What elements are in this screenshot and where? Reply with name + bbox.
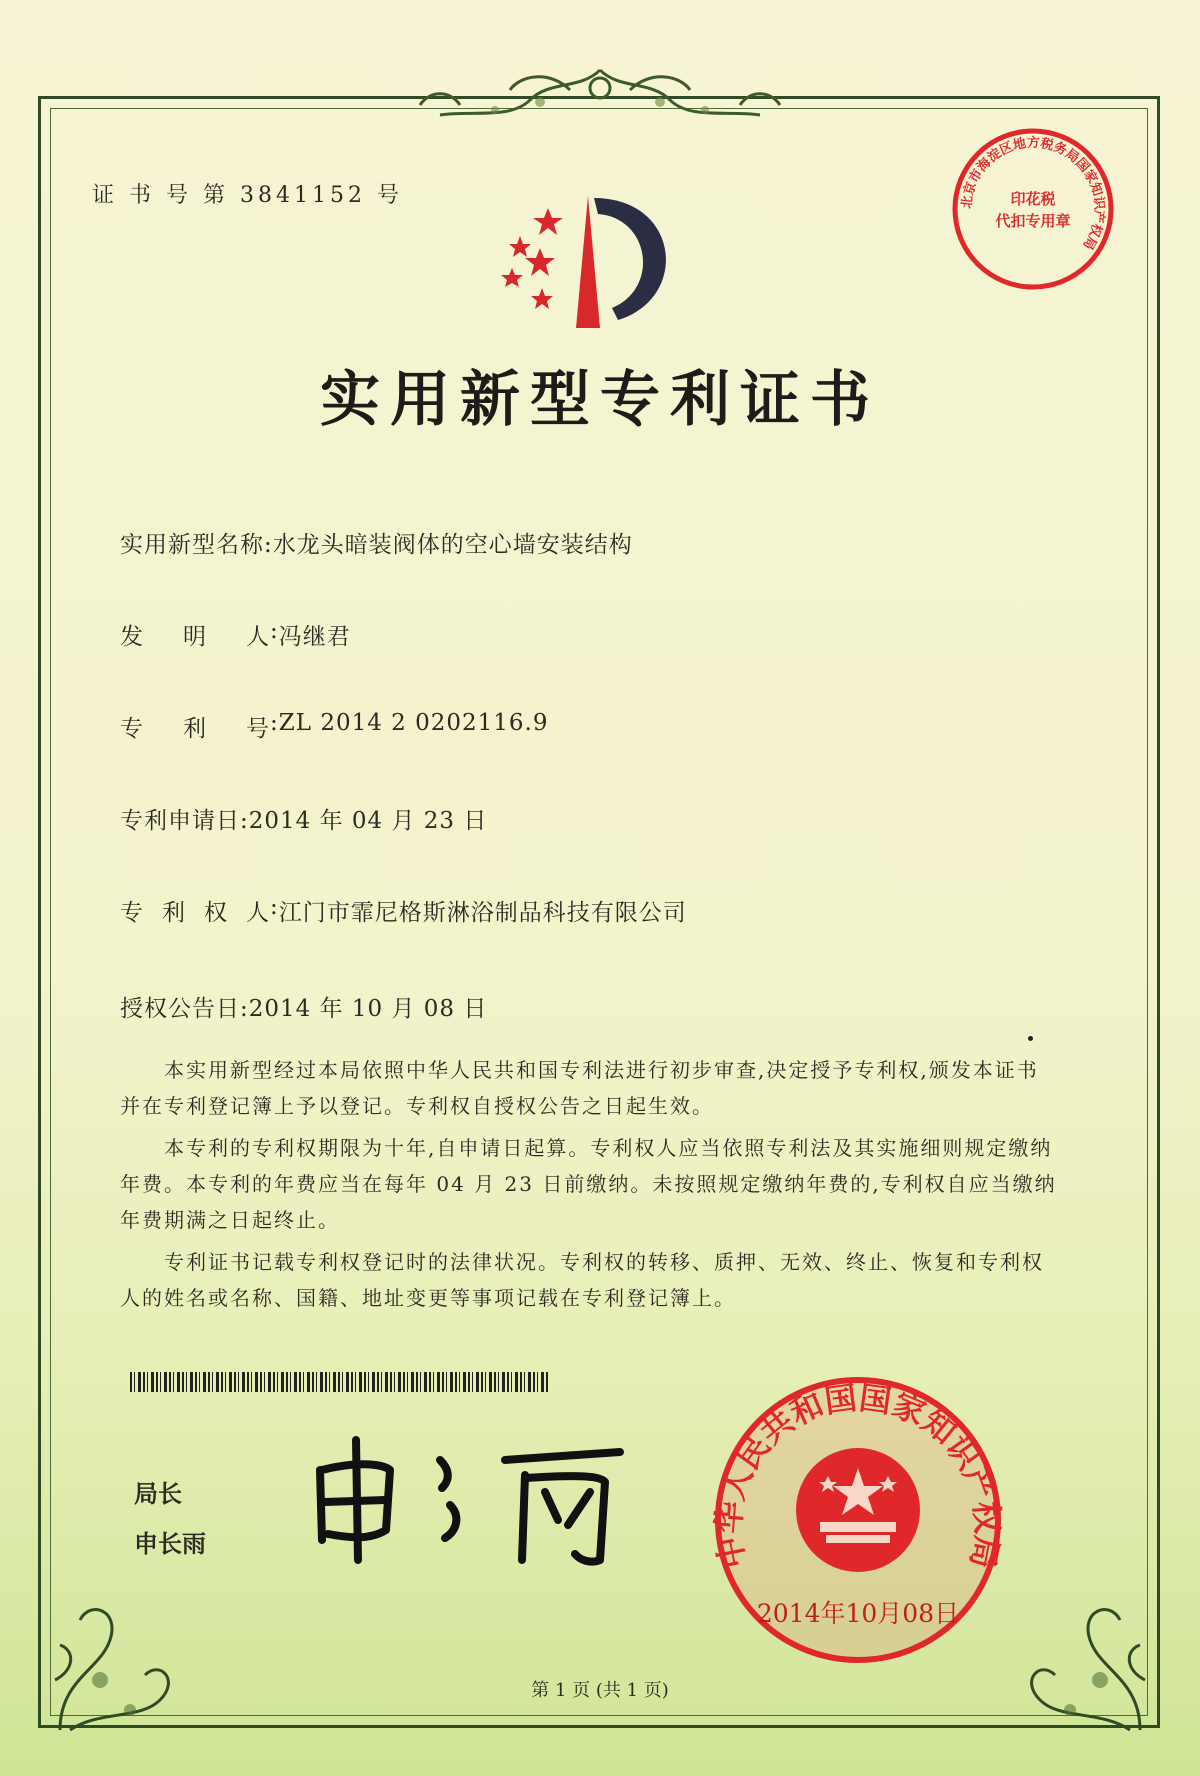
certificate-title: 实用新型专利证书: [320, 365, 880, 435]
label-char: 人: [246, 900, 270, 926]
certificate-number-label: 证 书 号 第: [92, 183, 229, 208]
field-colon: :: [270, 618, 279, 644]
field-label: [120, 710, 270, 743]
body-paragraph-3: 专利证书记载专利权登记时的法律状况。专利权的转移、质押、无效、终止、恢复和专利权人的姓名或名称、国籍、地址变更等事项记载在专利登记簿上。: [120, 1250, 1044, 1310]
label-char: 利: [183, 716, 207, 742]
label-char: 专: [120, 716, 144, 742]
label-char: 利: [162, 900, 186, 926]
barcode: [130, 1372, 550, 1392]
field-label: [120, 618, 270, 651]
ink-dot: [1028, 1036, 1033, 1041]
field-application-date: [120, 802, 487, 835]
field-inventor: [120, 618, 351, 651]
field-label: 授权公告日:: [120, 996, 249, 1022]
sipo-emblem-icon: [490, 188, 710, 338]
director-title: 局长: [134, 1480, 182, 1508]
top-ornament: [400, 60, 800, 130]
field-value: 冯继君: [278, 624, 351, 650]
page-footer: 第 1 页 (共 1 页): [531, 1680, 669, 1701]
director-signature: [300, 1430, 640, 1570]
field-utility-name: [120, 526, 633, 559]
body-paragraph-2: 本专利的专利权期限为十年,自申请日起算。专利权人应当依照专利法及其实施细则规定缴纳年费。本专利的年费应当在每年 04 月 23 日前缴纳。未按照规定缴纳年费的,专利权自应当缴纳年费期满之日起终止。: [120, 1136, 1057, 1232]
certificate-number: [92, 178, 403, 209]
tax-stamp-seal: [948, 124, 1118, 294]
field-label: [120, 894, 270, 927]
national-emblem-icon: [796, 1448, 920, 1572]
sipo-official-seal: [708, 1370, 1008, 1670]
certificate-number-value: 3841152: [239, 183, 366, 208]
director-name: 申长雨: [134, 1530, 206, 1558]
label-char: 权: [204, 900, 228, 926]
bottom-left-ornament: [40, 1560, 200, 1740]
svg-text:北京市海淀区地方税务局国家知识产权局: 北京市海淀区地方税务局国家知识产权局: [959, 135, 1107, 252]
label-char: 发: [120, 624, 144, 650]
body-paragraph-1: 本实用新型经过本局依照中华人民共和国专利法进行初步审查,决定授予专利权,颁发本证书并在专利登记簿上予以登记。专利权自授权公告之日起生效。: [120, 1058, 1039, 1118]
label-char: 号: [246, 716, 270, 742]
label-char: 人: [246, 624, 270, 650]
certificate-number-suffix: 号: [376, 183, 403, 208]
bottom-right-ornament: [1000, 1560, 1160, 1740]
field-patent-number: [120, 710, 548, 743]
field-colon: :: [270, 710, 279, 736]
field-grant-date: [120, 990, 487, 1023]
field-value: 水龙头暗装阀体的空心墙安装结构: [272, 532, 633, 558]
svg-text:中华人民共和国国家知识产权局: 中华人民共和国国家知识产权局: [709, 1378, 1007, 1572]
seal-date: 2014年10月08日: [756, 1599, 960, 1628]
field-value: 2014 年 10 月 08 日: [248, 996, 488, 1022]
field-patentee: [120, 894, 687, 927]
svg-text:印花税: 印花税: [1010, 190, 1056, 208]
label-char: 专: [120, 900, 144, 926]
field-label: 实用新型名称:: [120, 532, 273, 558]
field-colon: :: [270, 894, 279, 920]
label-char: 明: [183, 624, 207, 650]
field-value: ZL 2014 2 0202116.9: [278, 710, 549, 736]
field-value: 江门市霏尼格斯淋浴制品科技有限公司: [278, 900, 687, 926]
field-label: 专利申请日:: [120, 808, 249, 834]
field-value: 2014 年 04 月 23 日: [248, 808, 488, 834]
certificate-body: [120, 1052, 1060, 1316]
svg-text:代扣专用章: 代扣专用章: [995, 212, 1071, 230]
